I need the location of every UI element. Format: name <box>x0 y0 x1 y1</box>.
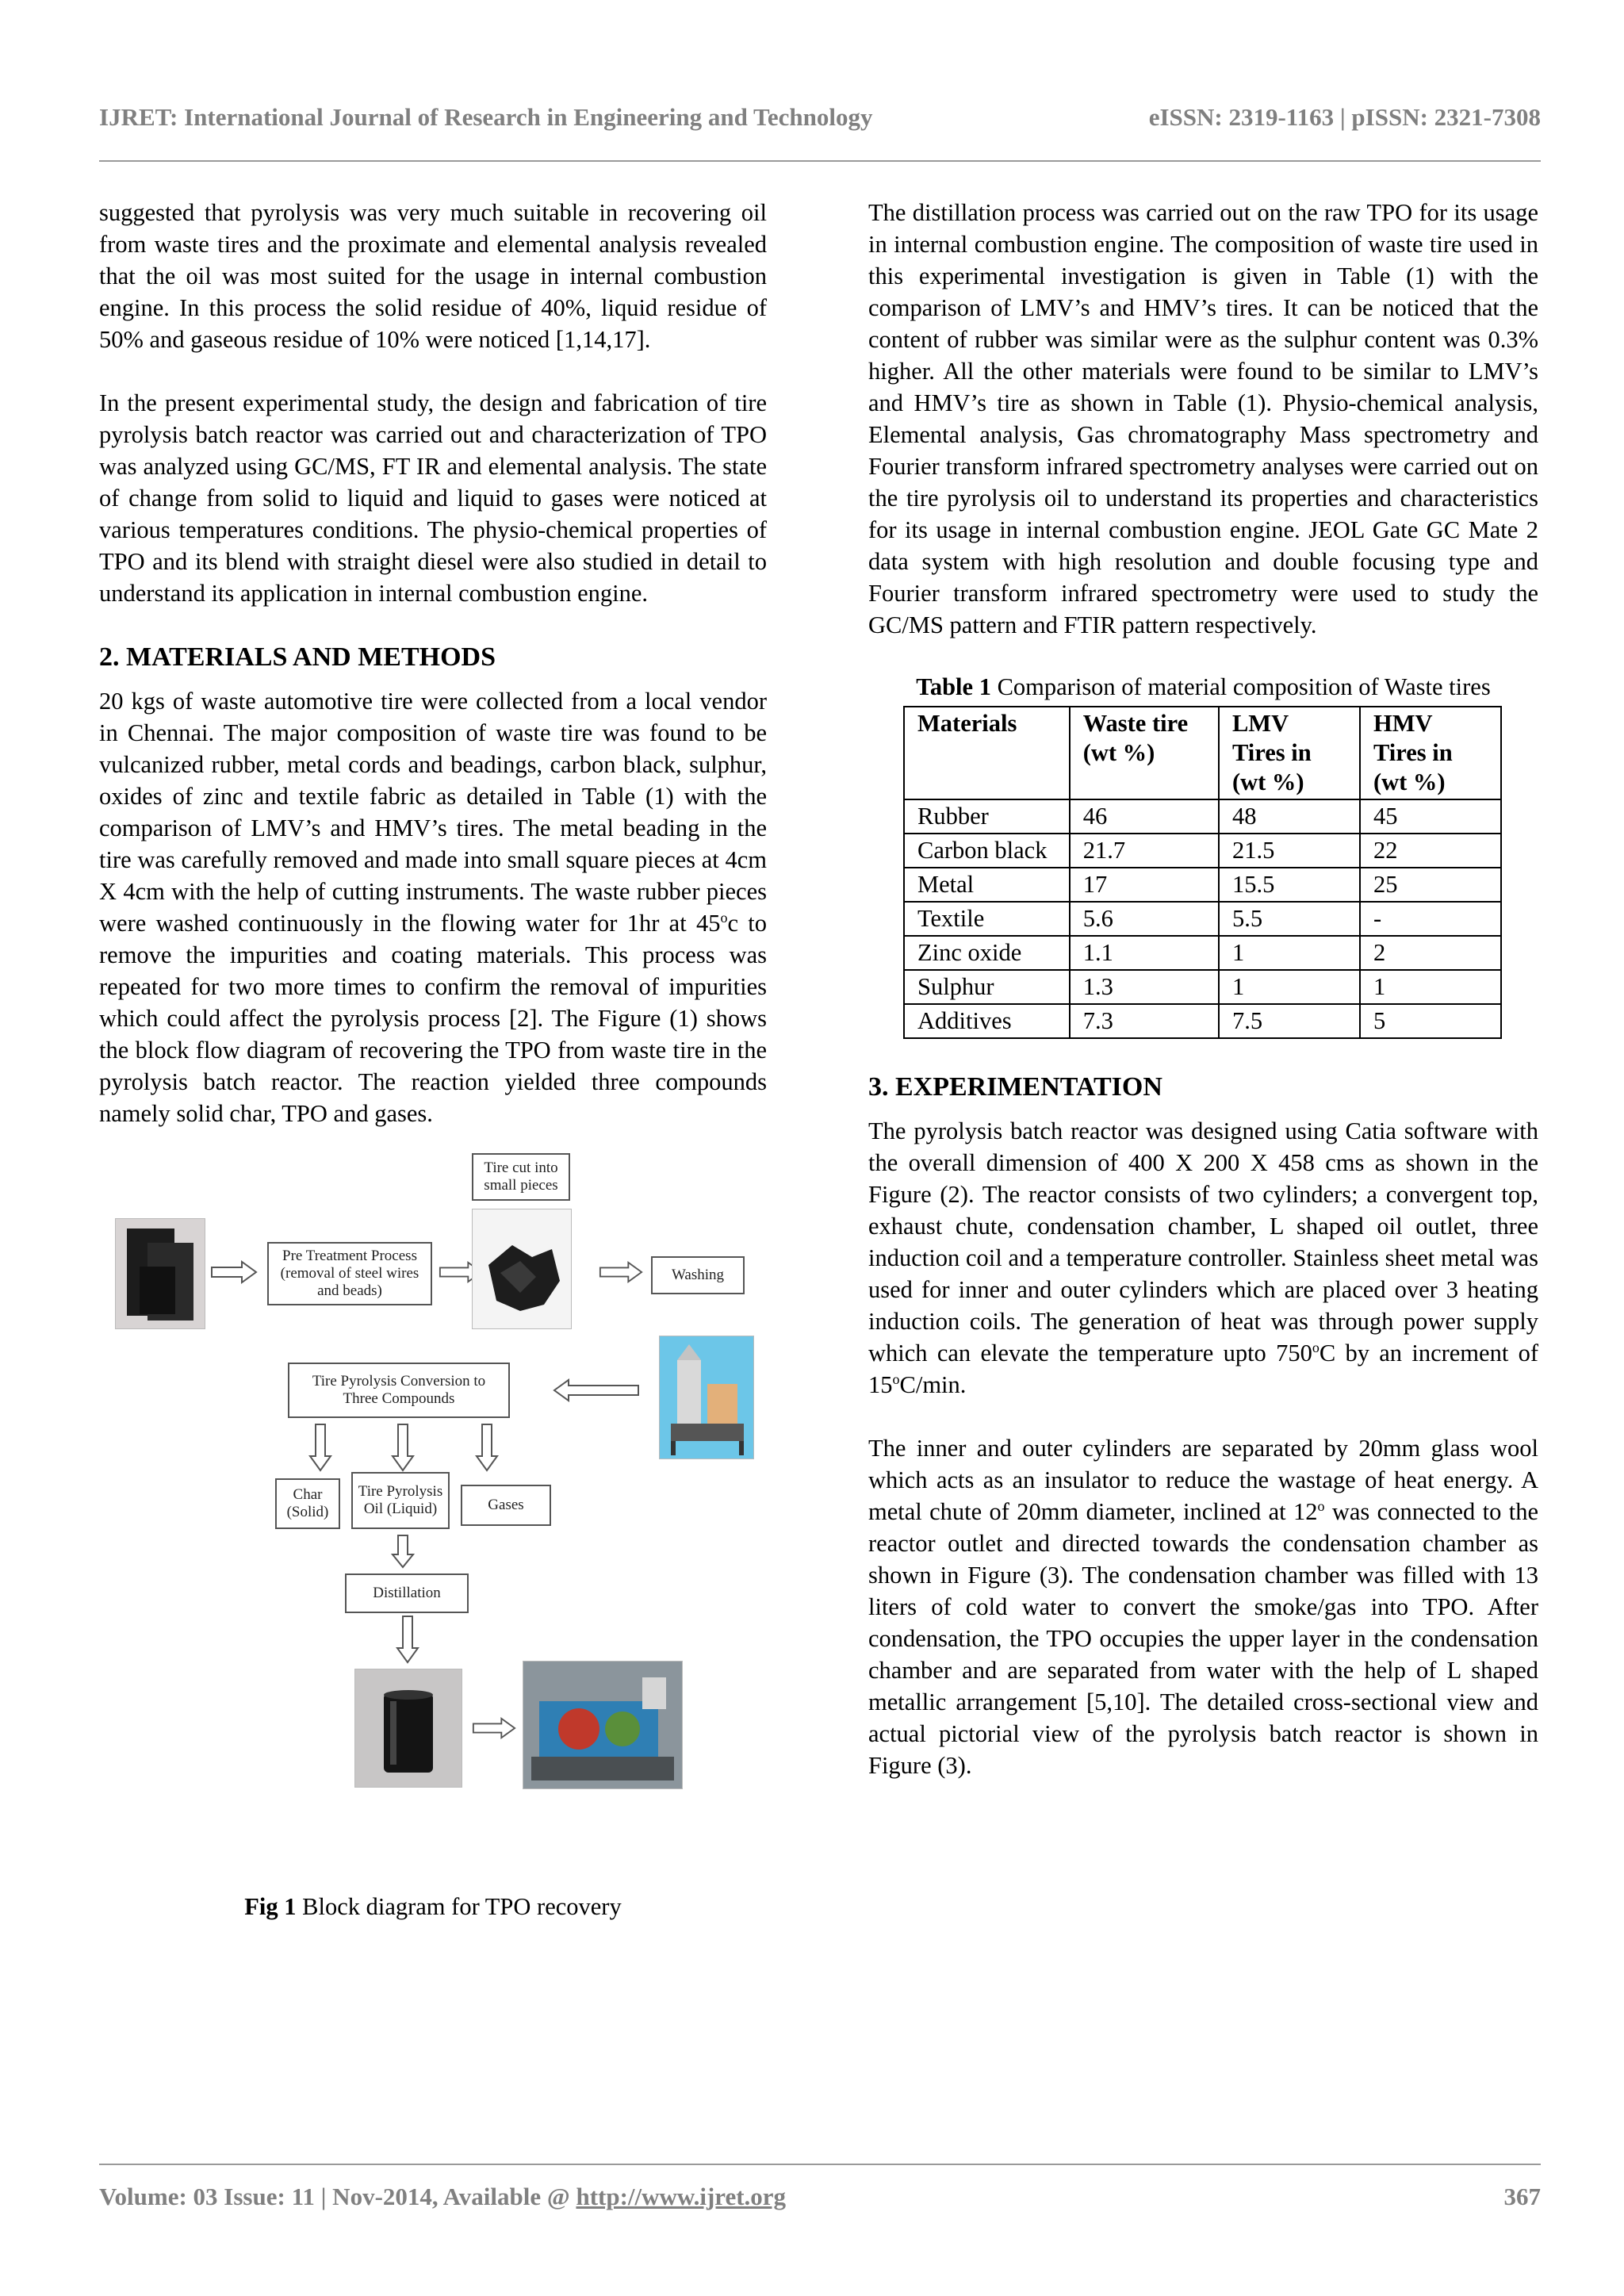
tire-cut-label: Tire cut into small pieces <box>472 1153 570 1201</box>
oil-beaker-photo <box>354 1669 462 1788</box>
page-number: 367 <box>1503 2183 1541 2210</box>
arrow-down-icon <box>391 1423 415 1472</box>
table-row: Additives 7.3 7.5 5 <box>904 1004 1501 1038</box>
page-header <box>99 94 1541 141</box>
arrow-down-icon <box>396 1615 419 1664</box>
arrow-down-icon <box>475 1423 499 1472</box>
table-row: Metal 17 15.5 25 <box>904 868 1501 902</box>
table-caption: Table 1 Comparison of material composition of Waste tires <box>916 673 1491 700</box>
arrow-down-icon <box>308 1423 332 1472</box>
tire-photo <box>115 1218 205 1329</box>
section-heading: 3. EXPERIMENTATION <box>868 1072 1162 1102</box>
arrow-down-icon <box>391 1534 415 1569</box>
journal-title: IJRET: International Journal of Research in Engineering and Technology <box>99 103 873 131</box>
paragraph: The pyrolysis batch reactor was designed using Catia software with the overall dimension of 400 X 200 X 458 cms as shown in the Figure (2). The reactor consists of two cylinders; a convergent top, exhaust chute, condensation chamber, L shaped oil outlet, three induction coil and a temperature controller. Stainless sheet metal was used for inner and outer cylinders which are placed over 3 heating induction coils. The generation of heat was through power supply which can elevate the temperature upto 750$^o$C by an increment of 15$^o$C/min. <box>868 1117 1538 1398</box>
arrow-right-icon <box>472 1716 516 1740</box>
table-row: Zinc oxide 1.1 1 2 <box>904 936 1501 970</box>
header-divider <box>99 160 1541 162</box>
paragraph: The inner and outer cylinders are separated by 20mm glass wool which acts as an insulator to reduce the wastage of heat energy. A metal chute of 20mm diameter, inclined at 12$^o$ was connected to the reactor outlet and directed towards the condensation chamber as shown in Figure (3). The condensation chamber was filled with 13 liters of cold water to convert the smoke/gas into TPO. After condensation, the TPO occupies the upper layer in the condensation chamber and are separated from water with the help of L shaped metallic arrangement [5,10]. The detailed cross-sectional view and actual pictorial view of the pyrolysis batch reactor is shown in Figure (3). <box>868 1435 1538 1779</box>
washing-apparatus-photo <box>659 1336 754 1459</box>
pretreatment-box: Pre Treatment Process (removal of steel wires and beads) <box>267 1242 432 1305</box>
conversion-box: Tire Pyrolysis Conversion to Three Compounds <box>288 1363 510 1418</box>
washing-box: Washing <box>651 1256 745 1294</box>
section-heading: 2. MATERIALS AND METHODS <box>99 642 496 672</box>
oil-box: Tire Pyrolysis Oil (Liquid) <box>351 1472 450 1529</box>
right-column <box>868 197 1538 1813</box>
table-row: Rubber 46 48 45 <box>904 799 1501 834</box>
footer-divider <box>99 2164 1541 2165</box>
journal-link[interactable]: http://www.ijret.org <box>576 2183 787 2210</box>
figure-block-diagram <box>99 1153 767 2010</box>
char-box: Char (Solid) <box>275 1478 340 1529</box>
table-row: Textile 5.6 5.5 - <box>904 902 1501 936</box>
footer-volume: Volume: 03 Issue: 11 | Nov-2014, Available @ http://www.ijret.org <box>99 2183 787 2210</box>
table-row: Carbon black 21.7 21.5 22 <box>904 834 1501 868</box>
left-column <box>99 197 767 2010</box>
table-header: Waste tire (wt %) <box>1070 707 1219 799</box>
page-footer <box>99 2177 1541 2217</box>
paragraph: suggested that pyrolysis was very much suitable in recovering oil from waste tires and the proximate and elemental analysis revealed that the oil was most suited for the usage in internal combustion engine. In this process the solid residue of 40%, liquid residue of 50% and gaseous residue of 10% were noticed [1,14,17]. <box>99 199 767 353</box>
table-header: HMV Tires in (wt %) <box>1360 707 1501 799</box>
gases-box: Gases <box>461 1485 551 1526</box>
paragraph: In the present experimental study, the design and fabrication of tire pyrolysis batch reactor was carried out and characterization of TPO was analyzed using GC/MS, FT IR and elemental analysis. The state of change from solid to liquid and liquid to gases were noticed at various temperatures conditions. The physio-chemical properties of TPO and its blend with straight diesel were also studied in detail to understand its application in internal combustion engine. <box>99 389 767 607</box>
table-header: LMV Tires in (wt %) <box>1219 707 1360 799</box>
figure-caption: Fig 1 Block diagram for TPO recovery <box>244 1893 622 1920</box>
table-row: Sulphur 1.3 1 1 <box>904 970 1501 1004</box>
arrow-right-icon <box>599 1260 643 1284</box>
table-header: Materials <box>904 707 1070 799</box>
issn: eISSN: 2319-1163 | pISSN: 2321-7308 <box>1148 103 1541 131</box>
arrow-right-icon <box>210 1260 258 1284</box>
paragraph: The distillation process was carried out on the raw TPO for its usage in internal combustion engine. The composition of waste tire used in this experimental investigation is given in Table (1) with the comparison of LMV’s and HMV’s tires. It can be noticed that the content of rubber was similar were as the sulphur content was 0.3% higher. All the other materials were found to be similar to LMV’s and HMV’s tire as shown in Table (1). Physio-chemical analysis, Elemental analysis, Gas chromatography Mass spectrometry and Fourier transform infrared spectrometry analyses were carried out on the tire pyrolysis oil to understand its properties and characteristics for its usage in internal combustion engine. JEOL Gate GC Mate 2 data system with high resolution and double focusing type and Fourier transform infrared spectrometry were used to study the GC/MS pattern and FTIR pattern respectively. <box>868 199 1538 638</box>
arrow-left-icon <box>553 1378 640 1402</box>
paragraph: 20 kgs of waste automotive tire were collected from a local vendor in Chennai. The major composition of waste tire was found to be vulcanized rubber, metal cords and beadings, carbon black, sulphur, oxides of zinc and textile fabric as detailed in Table (1) with the comparison of LMV’s and HMV’s tires. The metal beading in the tire was carefully removed and made into small square pieces at 4cm X 4cm with the help of cutting instruments. The waste rubber pieces were washed continuously in the flowing water for 1hr at 45$^o$c to remove the impurities and coating materials. This process was repeated for two more times to confirm the removal of impurities which could affect the pyrolysis process [2]. The Figure (1) shows the block flow diagram of recovering the TPO from waste tire in the pyrolysis batch reactor. The reaction yielded three compounds namely solid char, TPO and gases. <box>99 688 767 1127</box>
table-header-row <box>904 707 1501 799</box>
distillation-unit-photo <box>523 1661 683 1789</box>
rubber-pieces-photo <box>472 1209 572 1329</box>
distillation-box: Distillation <box>345 1573 469 1613</box>
material-composition-table <box>903 706 1502 1039</box>
